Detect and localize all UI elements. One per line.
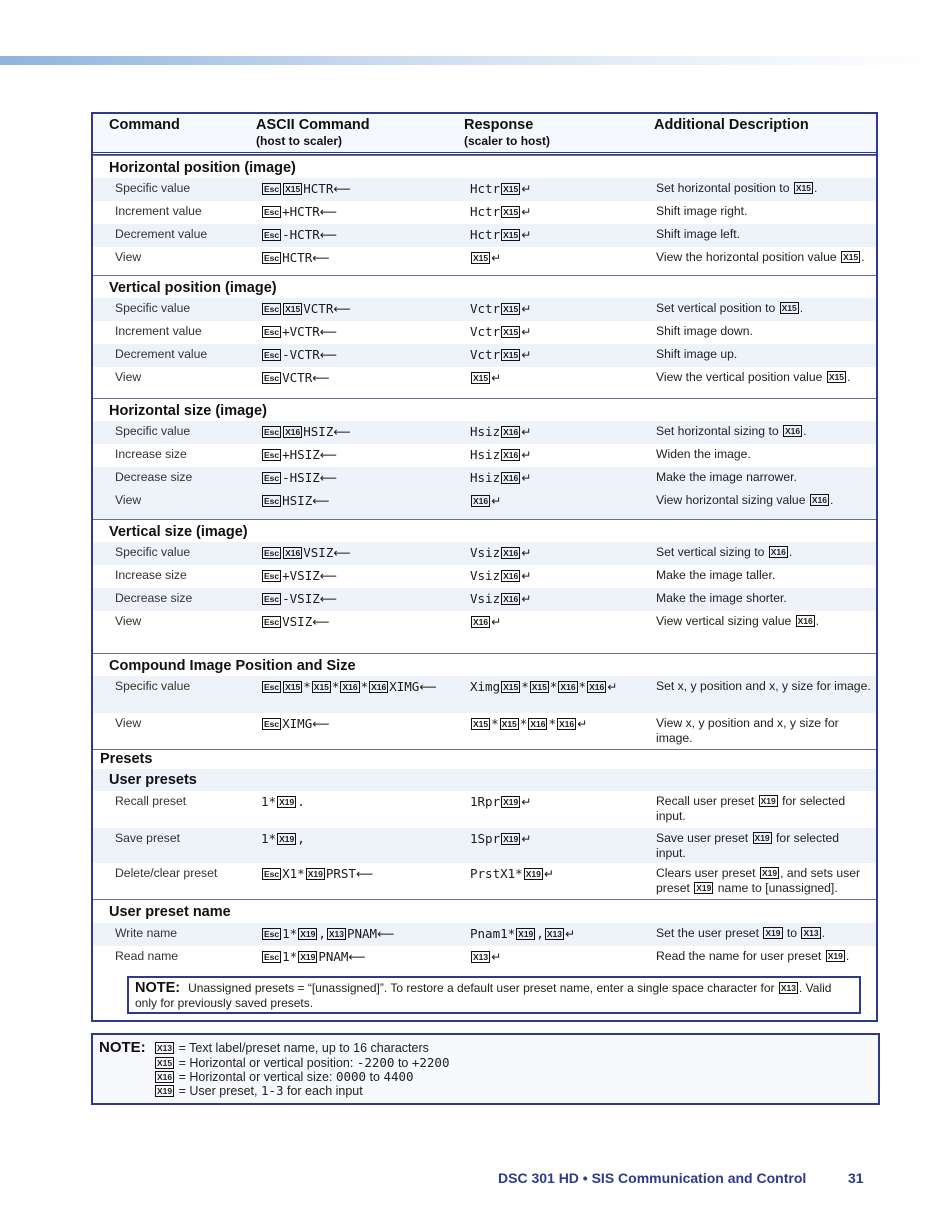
return-arrow-icon: ↵ xyxy=(521,795,532,809)
row-command: View xyxy=(115,614,142,628)
section-title: Presets xyxy=(100,751,153,767)
x16-variable-icon: X16 xyxy=(770,547,786,557)
x16-variable-icon: X16 xyxy=(503,473,519,483)
section-horizontal-position xyxy=(93,155,876,176)
row-command: Delete/clear preset xyxy=(115,866,218,880)
x16-variable-icon: X16 xyxy=(558,719,575,729)
row-description: View the vertical position value X15 . xyxy=(656,370,851,384)
row-command: Read name xyxy=(115,949,179,963)
return-arrow-icon: ↵ xyxy=(564,927,575,941)
table-row xyxy=(93,490,876,519)
x16-variable-icon: X16 xyxy=(785,426,801,436)
x16-variable-icon: X16 xyxy=(473,617,489,627)
row-ascii: Esc X16 HSIZ⟵ xyxy=(264,424,351,439)
esc-key-icon: Esc xyxy=(264,682,280,692)
row-description: Set x, y position and x, y size for image. xyxy=(656,679,871,693)
esc-key-icon: Esc xyxy=(264,427,280,437)
left-arrow-icon: ⟵ xyxy=(312,615,330,629)
row-command: Specific value xyxy=(115,181,191,195)
section-title: User presets xyxy=(109,772,197,788)
row-description: View x, y position and x, y size for image. xyxy=(656,716,839,745)
row-description: Shift image down. xyxy=(656,324,753,338)
row-ascii: Esc HCTR⟵ xyxy=(264,250,330,265)
esc-key-icon: Esc xyxy=(264,473,280,483)
return-arrow-icon: ↵ xyxy=(491,615,502,629)
header-response: Response (scaler to host) xyxy=(464,117,551,148)
variable-definitions-note xyxy=(91,1033,880,1105)
table-row xyxy=(93,565,876,588)
row-response: Hsiz X16 ↵ xyxy=(470,470,532,485)
x15-variable-icon: X15 xyxy=(503,304,519,314)
table-row xyxy=(93,247,876,274)
row-response: Vsiz X16 ↵ xyxy=(470,545,532,560)
table-row xyxy=(93,542,876,565)
table-row xyxy=(93,201,876,224)
x16-variable-icon: X16 xyxy=(503,548,519,558)
row-ascii: Esc X15 VCTR⟵ xyxy=(264,301,351,316)
row-description: Recall user preset X19 for selected input. xyxy=(656,794,846,823)
table-row xyxy=(93,791,876,828)
x19-variable-icon: X19 xyxy=(279,797,295,807)
footer-title: DSC 301 HD • SIS Communication and Control xyxy=(498,1170,807,1186)
return-arrow-icon: ↵ xyxy=(521,592,532,606)
left-arrow-icon: ⟵ xyxy=(333,425,351,439)
section-title: Vertical position (image) xyxy=(109,280,277,296)
row-ascii: Esc XIMG⟵ xyxy=(264,716,330,731)
return-arrow-icon: ↵ xyxy=(491,950,502,964)
x15-variable-icon: X15 xyxy=(781,303,797,313)
x16-variable-icon: X16 xyxy=(157,1072,173,1082)
esc-key-icon: Esc xyxy=(264,184,280,194)
row-command: Decrease size xyxy=(115,591,193,605)
row-description: Widen the image. xyxy=(656,447,751,461)
return-arrow-icon: ↵ xyxy=(521,228,532,242)
x19-variable-icon: X19 xyxy=(827,951,843,961)
row-command: Save preset xyxy=(115,831,181,845)
section-horizontal-size xyxy=(93,398,876,419)
x16-variable-icon: X16 xyxy=(503,571,519,581)
row-response: Vctr X15 ↵ xyxy=(470,301,532,316)
return-arrow-icon: ↵ xyxy=(607,680,618,694)
x13-variable-icon: X13 xyxy=(803,928,819,938)
row-response: Vsiz X16 ↵ xyxy=(470,591,532,606)
x15-variable-icon: X15 xyxy=(828,372,844,382)
left-arrow-icon: ⟵ xyxy=(419,680,437,694)
left-arrow-icon: ⟵ xyxy=(319,205,337,219)
table-row xyxy=(93,946,876,970)
header-gradient-bar xyxy=(0,56,950,65)
x19-variable-icon: X19 xyxy=(279,834,295,844)
x15-variable-icon: X15 xyxy=(473,719,489,729)
x16-variable-icon: X16 xyxy=(589,682,605,692)
esc-key-icon: Esc xyxy=(264,304,280,314)
row-command: Recall preset xyxy=(115,794,187,808)
left-arrow-icon: ⟵ xyxy=(377,927,395,941)
table-row xyxy=(93,344,876,367)
return-arrow-icon: ↵ xyxy=(521,182,532,196)
page-number: 31 xyxy=(848,1170,864,1186)
x19-definition: X19 = User preset, 1-3 for each input xyxy=(157,1083,363,1098)
return-arrow-icon: ↵ xyxy=(491,371,502,385)
table-row xyxy=(93,224,876,247)
row-command: View xyxy=(115,716,142,730)
esc-key-icon: Esc xyxy=(264,207,280,217)
x19-variable-icon: X19 xyxy=(503,797,519,807)
x13-variable-icon: X13 xyxy=(157,1043,173,1053)
x13-variable-icon: X13 xyxy=(780,983,797,993)
row-response: Hctr X15 ↵ xyxy=(470,227,532,242)
esc-key-icon: Esc xyxy=(264,929,280,939)
x15-variable-icon: X15 xyxy=(285,184,301,194)
table-row xyxy=(93,321,876,344)
row-ascii: Esc X1* X19 PRST⟵ xyxy=(264,866,374,881)
x15-variable-icon: X15 xyxy=(285,682,301,692)
x19-variable-icon: X19 xyxy=(761,868,778,878)
esc-key-icon: Esc xyxy=(264,594,280,604)
left-arrow-icon: ⟵ xyxy=(312,371,330,385)
x19-variable-icon: X19 xyxy=(518,929,534,939)
row-ascii: 1* X19 . xyxy=(261,794,305,809)
row-response: X15 * X15 * X16 * X16 ↵ xyxy=(473,716,588,731)
x15-variable-icon: X15 xyxy=(503,207,519,217)
x13-variable-icon: X13 xyxy=(328,929,344,939)
header-command: Command xyxy=(109,117,180,133)
subsection-user-preset-name xyxy=(93,899,876,920)
sis-command-table xyxy=(91,112,878,1022)
row-description: Shift image right. xyxy=(656,204,748,218)
row-ascii: Esc -VSIZ⟵ xyxy=(264,591,337,606)
row-response: PrstX1* X19 ↵ xyxy=(470,866,554,881)
row-description: View the horizontal position value X15 . xyxy=(656,250,865,264)
table-row xyxy=(93,863,876,899)
x16-variable-icon: X16 xyxy=(371,682,387,692)
return-arrow-icon: ↵ xyxy=(521,325,532,339)
table-row xyxy=(93,828,876,863)
left-arrow-icon: ⟵ xyxy=(312,494,330,508)
row-command: Decrease size xyxy=(115,470,193,484)
row-response: Vctr X15 ↵ xyxy=(470,347,532,362)
x15-variable-icon: X15 xyxy=(503,327,519,337)
row-ascii: Esc +HSIZ⟵ xyxy=(264,447,337,462)
row-command: Specific value xyxy=(115,679,191,693)
row-command: Increment value xyxy=(115,204,202,218)
return-arrow-icon: ↵ xyxy=(521,448,532,462)
row-command: Specific value xyxy=(115,545,191,559)
note-label: NOTE: xyxy=(99,1039,146,1056)
row-ascii: Esc X15 * X15 * X16 * X16 XIMG⟵ xyxy=(264,679,437,694)
x15-variable-icon: X15 xyxy=(501,719,517,729)
row-response: Pnam1* X19 , X13 ↵ xyxy=(470,926,575,941)
row-response: Hctr X15 ↵ xyxy=(470,204,532,219)
x19-variable-icon: X19 xyxy=(765,928,781,938)
esc-key-icon: Esc xyxy=(264,373,280,383)
section-presets xyxy=(93,749,876,767)
x16-variable-icon: X16 xyxy=(285,548,301,558)
return-arrow-icon: ↵ xyxy=(577,717,588,731)
left-arrow-icon: ⟵ xyxy=(312,251,330,265)
x15-variable-icon: X15 xyxy=(313,682,329,692)
table-row xyxy=(93,467,876,490)
esc-key-icon: Esc xyxy=(264,253,280,263)
esc-key-icon: Esc xyxy=(264,327,280,337)
row-command: View xyxy=(115,250,142,264)
return-arrow-icon: ↵ xyxy=(491,494,502,508)
x15-variable-icon: X15 xyxy=(503,350,519,360)
table-row xyxy=(93,676,876,713)
x15-variable-icon: X15 xyxy=(473,373,489,383)
row-response: 1Rpr X19 ↵ xyxy=(470,794,532,809)
row-command: View xyxy=(115,370,142,384)
x19-variable-icon: X19 xyxy=(754,833,770,843)
left-arrow-icon: ⟵ xyxy=(319,325,337,339)
return-arrow-icon: ↵ xyxy=(521,546,532,560)
table-header xyxy=(93,114,876,155)
left-arrow-icon: ⟵ xyxy=(319,471,337,485)
section-title: Vertical size (image) xyxy=(109,524,248,540)
table-row xyxy=(93,713,876,749)
row-description: Set horizontal position to X15 . xyxy=(656,181,818,195)
return-arrow-icon: ↵ xyxy=(543,867,554,881)
left-arrow-icon: ⟵ xyxy=(333,182,351,196)
row-ascii: Esc 1* X19 , X13 PNAM⟵ xyxy=(264,926,395,941)
note-label: NOTE: xyxy=(135,980,181,996)
row-ascii: Esc X16 VSIZ⟵ xyxy=(264,545,351,560)
esc-key-icon: Esc xyxy=(264,548,280,558)
table-row xyxy=(93,923,876,946)
x15-variable-icon: X15 xyxy=(285,304,301,314)
left-arrow-icon: ⟵ xyxy=(319,228,337,242)
row-description: Shift image up. xyxy=(656,347,738,361)
left-arrow-icon: ⟵ xyxy=(355,867,374,881)
x15-variable-icon: X15 xyxy=(503,230,519,240)
x16-variable-icon: X16 xyxy=(560,682,576,692)
row-ascii: Esc 1* X19 PNAM⟵ xyxy=(264,949,366,964)
row-ascii: Esc -VCTR⟵ xyxy=(264,347,337,362)
x16-variable-icon: X16 xyxy=(473,496,489,506)
x16-variable-icon: X16 xyxy=(530,719,546,729)
header-ascii: ASCII Command (host to scaler) xyxy=(256,117,370,148)
section-title: Compound Image Position and Size xyxy=(109,658,356,674)
return-arrow-icon: ↵ xyxy=(521,348,532,362)
row-description: Clears user preset X19 , and sets user preset X19 name to [unassigned]. xyxy=(656,866,861,895)
subsection-user-presets xyxy=(93,769,876,791)
x15-variable-icon: X15 xyxy=(503,682,519,692)
row-ascii: Esc +VSIZ⟵ xyxy=(264,568,337,583)
row-command: Increase size xyxy=(115,568,187,582)
row-response: Hctr X15 ↵ xyxy=(470,181,532,196)
x16-variable-icon: X16 xyxy=(503,427,519,437)
x16-variable-icon: X16 xyxy=(811,495,828,505)
esc-key-icon: Esc xyxy=(264,450,280,460)
row-response xyxy=(470,949,501,965)
row-ascii: Esc +VCTR⟵ xyxy=(264,324,337,339)
row-description: Make the image shorter. xyxy=(656,591,787,605)
row-response xyxy=(470,250,501,266)
x19-variable-icon: X19 xyxy=(307,869,323,879)
row-response: Ximg X15 * X15 * X16 * X16 ↵ xyxy=(470,679,618,694)
row-response: Hsiz X16 ↵ xyxy=(470,424,532,439)
x16-variable-icon: X16 xyxy=(342,682,358,692)
left-arrow-icon: ⟵ xyxy=(333,302,351,316)
table-row xyxy=(93,611,876,653)
return-arrow-icon: ↵ xyxy=(521,302,532,316)
row-ascii: Esc VCTR⟵ xyxy=(264,370,330,385)
x19-variable-icon: X19 xyxy=(760,796,776,806)
esc-key-icon: Esc xyxy=(264,571,280,581)
x16-variable-icon: X16 xyxy=(503,594,519,604)
x15-variable-icon: X15 xyxy=(531,682,547,692)
row-description: Read the name for user preset X19 . xyxy=(656,949,850,963)
x16-variable-icon: X16 xyxy=(503,450,519,460)
section-compound xyxy=(93,653,876,674)
table-row xyxy=(93,178,876,201)
row-description: View horizontal sizing value X16 . xyxy=(656,493,834,507)
return-arrow-icon: ↵ xyxy=(521,569,532,583)
row-description: Save user preset X19 for selected input. xyxy=(656,831,840,860)
x15-variable-icon: X15 xyxy=(843,252,859,262)
x15-definition: X15 = Horizontal or vertical position: -2200 to +2200 xyxy=(157,1055,450,1070)
esc-key-icon: Esc xyxy=(264,350,280,360)
row-command: Decrement value xyxy=(115,347,208,361)
x19-variable-icon: X19 xyxy=(503,834,519,844)
x19-variable-icon: X19 xyxy=(525,869,541,879)
row-command: Decrement value xyxy=(115,227,208,241)
row-description: Set vertical sizing to X16 . xyxy=(656,545,793,559)
row-response xyxy=(470,370,501,386)
row-ascii: Esc -HSIZ⟵ xyxy=(264,470,337,485)
table-row xyxy=(93,367,876,397)
esc-key-icon: Esc xyxy=(264,869,280,879)
left-arrow-icon: ⟵ xyxy=(319,348,337,362)
row-description: Set horizontal sizing to X16 . xyxy=(656,424,807,438)
section-vertical-position xyxy=(93,275,876,296)
row-response xyxy=(470,493,501,509)
x19-variable-icon: X19 xyxy=(300,952,316,962)
esc-key-icon: Esc xyxy=(264,496,280,506)
section-title: Horizontal size (image) xyxy=(109,403,267,419)
row-description: View vertical sizing value X16 . xyxy=(656,614,820,628)
row-description: Make the image taller. xyxy=(656,568,776,582)
esc-key-icon: Esc xyxy=(264,952,280,962)
row-description: Make the image narrower. xyxy=(656,470,797,484)
left-arrow-icon: ⟵ xyxy=(348,950,366,964)
x19-variable-icon: X19 xyxy=(157,1086,173,1096)
row-ascii: Esc VSIZ⟵ xyxy=(264,614,330,629)
header-description: Additional Description xyxy=(654,117,809,133)
x15-variable-icon: X15 xyxy=(473,253,489,263)
row-command: View xyxy=(115,493,142,507)
left-arrow-icon: ⟵ xyxy=(319,592,337,606)
row-command: Write name xyxy=(115,926,178,940)
row-ascii: Esc +HCTR⟵ xyxy=(264,204,337,219)
row-command: Specific value xyxy=(115,424,191,438)
x13-variable-icon: X13 xyxy=(473,952,489,962)
section-title: User preset name xyxy=(109,904,231,920)
left-arrow-icon: ⟵ xyxy=(319,569,337,583)
left-arrow-icon: ⟵ xyxy=(312,717,330,731)
x15-variable-icon: X15 xyxy=(503,184,519,194)
row-response: 1Spr X19 ↵ xyxy=(470,831,532,846)
x13-variable-icon: X13 xyxy=(546,929,562,939)
row-ascii: Esc -HCTR⟵ xyxy=(264,227,337,242)
esc-key-icon: Esc xyxy=(264,719,280,729)
row-command: Increase size xyxy=(115,447,187,461)
esc-key-icon: Esc xyxy=(264,230,280,240)
unassigned-presets-note: NOTE: Unassigned presets = “[unassigned]”. To restore a default user preset name, enter a single space character for X13 . Valid only for previously saved presets. xyxy=(127,976,861,1014)
section-vertical-size xyxy=(93,519,876,540)
table-row xyxy=(93,444,876,467)
esc-key-icon: Esc xyxy=(264,617,280,627)
table-row xyxy=(93,588,876,611)
table-row xyxy=(93,298,876,321)
x16-variable-icon: X16 xyxy=(797,616,813,626)
x19-variable-icon: X19 xyxy=(300,929,316,939)
return-arrow-icon: ↵ xyxy=(521,471,532,485)
row-ascii: Esc HSIZ⟵ xyxy=(264,493,330,508)
x16-variable-icon: X16 xyxy=(285,427,301,437)
row-command: Specific value xyxy=(115,301,191,315)
left-arrow-icon: ⟵ xyxy=(333,546,351,560)
section-title: Horizontal position (image) xyxy=(109,160,296,176)
x15-variable-icon: X15 xyxy=(157,1058,173,1068)
x16-definition: X16 = Horizontal or vertical size: 0000 to 4400 xyxy=(157,1069,414,1084)
x19-variable-icon: X19 xyxy=(696,883,712,893)
row-command: Increment value xyxy=(115,324,202,338)
row-description: Shift image left. xyxy=(656,227,740,241)
row-response: Vctr X15 ↵ xyxy=(470,324,532,339)
row-response xyxy=(470,614,501,630)
row-description: Set vertical position to X15 . xyxy=(656,301,804,315)
row-response: Vsiz X16 ↵ xyxy=(470,568,532,583)
row-description: Set the user preset X19 to X13 . xyxy=(656,926,825,940)
row-response: Hsiz X16 ↵ xyxy=(470,447,532,462)
return-arrow-icon: ↵ xyxy=(521,832,532,846)
return-arrow-icon: ↵ xyxy=(491,251,502,265)
left-arrow-icon: ⟵ xyxy=(319,448,337,462)
row-ascii: Esc X15 HCTR⟵ xyxy=(264,181,351,196)
x13-definition: X13 = Text label/preset name, up to 16 characters xyxy=(157,1041,429,1055)
x15-variable-icon: X15 xyxy=(795,183,811,193)
row-ascii: 1* X19 , xyxy=(261,831,305,846)
table-row xyxy=(93,421,876,444)
return-arrow-icon: ↵ xyxy=(521,205,532,219)
return-arrow-icon: ↵ xyxy=(521,425,532,439)
